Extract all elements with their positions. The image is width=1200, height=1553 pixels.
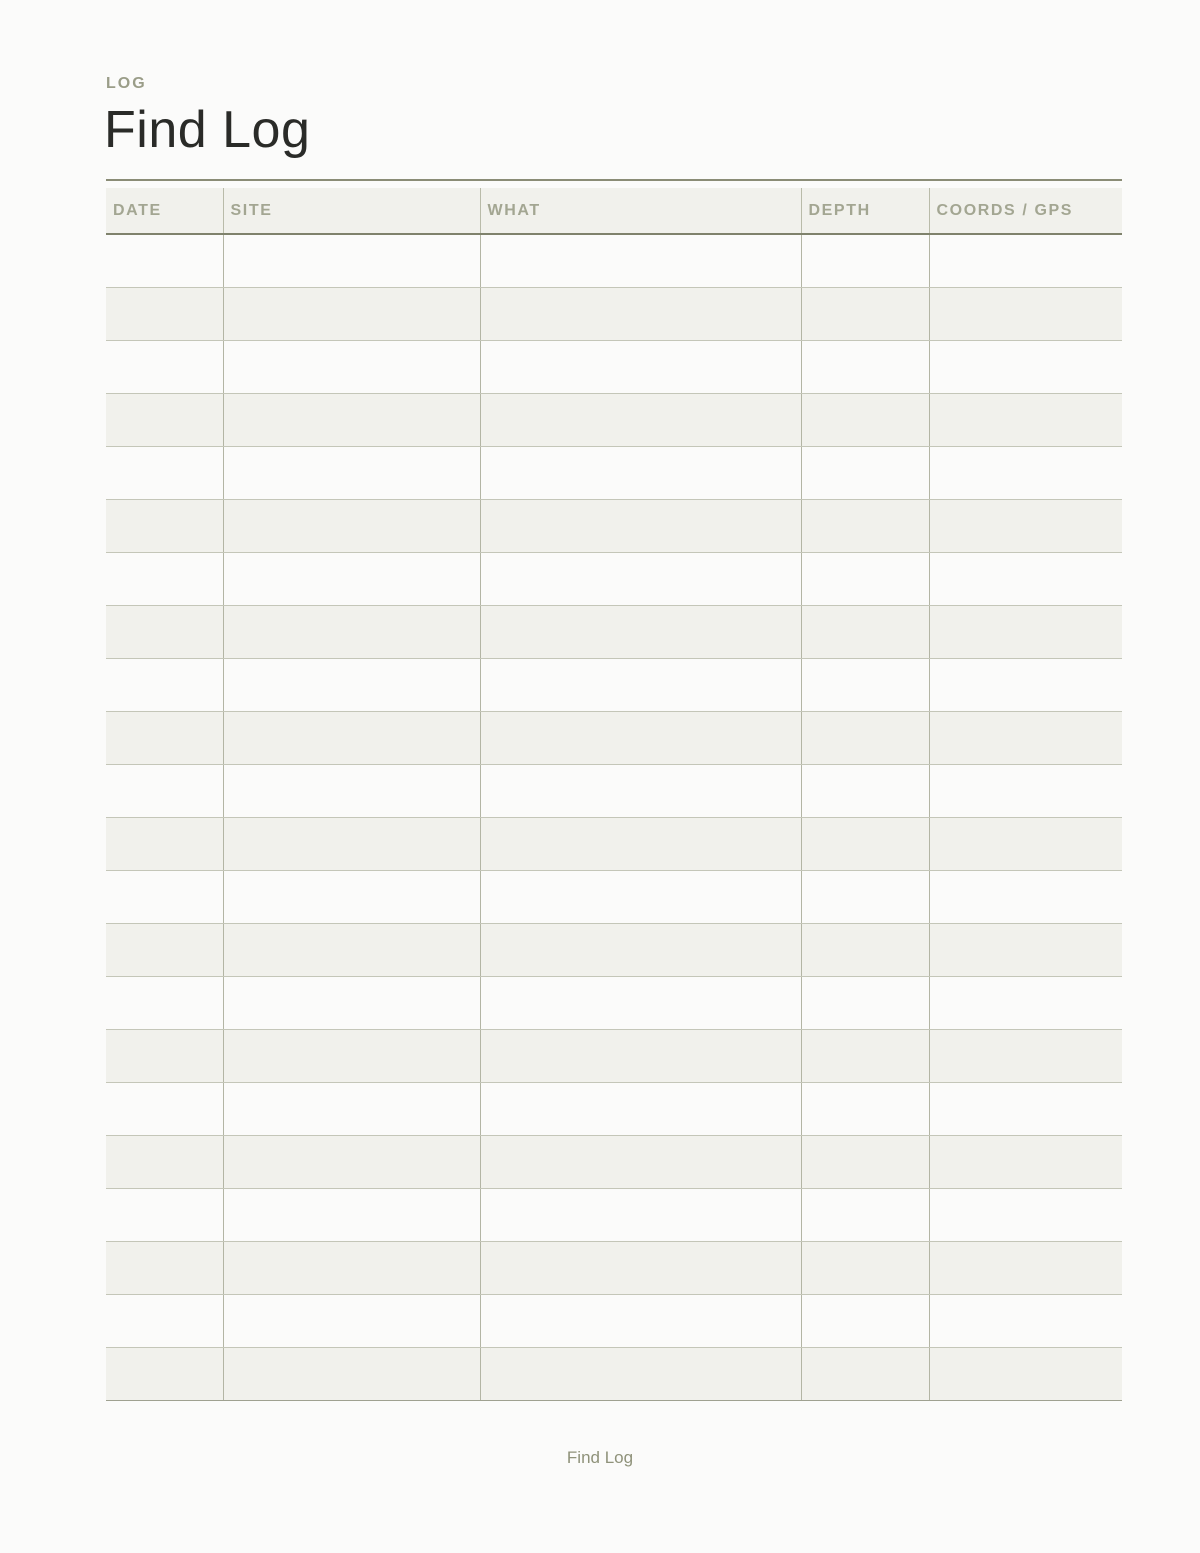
- cell-what: [480, 288, 801, 341]
- cell-date: [106, 447, 223, 500]
- cell-coords: [929, 394, 1122, 447]
- cell-site: [223, 1136, 480, 1189]
- cell-what: [480, 394, 801, 447]
- table-row: [106, 871, 1122, 924]
- cell-coords: [929, 1189, 1122, 1242]
- column-header-date: DATE: [106, 188, 223, 234]
- cell-site: [223, 1083, 480, 1136]
- cell-depth: [801, 1083, 929, 1136]
- cell-depth: [801, 1295, 929, 1348]
- cell-site: [223, 712, 480, 765]
- table-row: [106, 341, 1122, 394]
- cell-what: [480, 447, 801, 500]
- cell-date: [106, 1242, 223, 1295]
- cell-date: [106, 1295, 223, 1348]
- cell-what: [480, 1348, 801, 1401]
- cell-coords: [929, 288, 1122, 341]
- cell-date: [106, 234, 223, 288]
- cell-date: [106, 606, 223, 659]
- table-row: [106, 1030, 1122, 1083]
- cell-depth: [801, 1030, 929, 1083]
- find-log-table: [106, 188, 1122, 1401]
- cell-site: [223, 234, 480, 288]
- cell-site: [223, 500, 480, 553]
- cell-what: [480, 871, 801, 924]
- cell-what: [480, 1189, 801, 1242]
- cell-coords: [929, 500, 1122, 553]
- cell-date: [106, 500, 223, 553]
- cell-date: [106, 394, 223, 447]
- cell-depth: [801, 1348, 929, 1401]
- cell-coords: [929, 606, 1122, 659]
- cell-site: [223, 659, 480, 712]
- cell-depth: [801, 1242, 929, 1295]
- cell-depth: [801, 659, 929, 712]
- cell-depth: [801, 712, 929, 765]
- cell-date: [106, 1030, 223, 1083]
- cell-what: [480, 1136, 801, 1189]
- section-eyebrow: LOG: [106, 75, 147, 92]
- cell-date: [106, 288, 223, 341]
- cell-site: [223, 606, 480, 659]
- table-row: [106, 818, 1122, 871]
- table-row: [106, 500, 1122, 553]
- cell-what: [480, 712, 801, 765]
- cell-date: [106, 341, 223, 394]
- column-header-depth: DEPTH: [801, 188, 929, 234]
- title-divider: [106, 179, 1122, 181]
- cell-depth: [801, 818, 929, 871]
- cell-date: [106, 977, 223, 1030]
- cell-depth: [801, 871, 929, 924]
- cell-depth: [801, 1189, 929, 1242]
- cell-date: [106, 1136, 223, 1189]
- cell-depth: [801, 553, 929, 606]
- cell-site: [223, 765, 480, 818]
- cell-date: [106, 1348, 223, 1401]
- cell-what: [480, 234, 801, 288]
- table-row: [106, 1136, 1122, 1189]
- cell-depth: [801, 500, 929, 553]
- table-row: [106, 977, 1122, 1030]
- cell-what: [480, 1295, 801, 1348]
- cell-site: [223, 977, 480, 1030]
- table-row: [106, 1242, 1122, 1295]
- table-row: [106, 1295, 1122, 1348]
- column-header-what: WHAT: [480, 188, 801, 234]
- cell-coords: [929, 341, 1122, 394]
- cell-date: [106, 924, 223, 977]
- cell-depth: [801, 447, 929, 500]
- cell-site: [223, 924, 480, 977]
- cell-coords: [929, 1083, 1122, 1136]
- cell-coords: [929, 712, 1122, 765]
- column-header-coords: COORDS / GPS: [929, 188, 1122, 234]
- cell-site: [223, 1348, 480, 1401]
- cell-site: [223, 818, 480, 871]
- cell-site: [223, 1242, 480, 1295]
- cell-depth: [801, 234, 929, 288]
- cell-site: [223, 447, 480, 500]
- cell-depth: [801, 606, 929, 659]
- table-header-row: [106, 188, 1122, 234]
- cell-depth: [801, 341, 929, 394]
- table-row: [106, 1189, 1122, 1242]
- cell-what: [480, 1083, 801, 1136]
- cell-what: [480, 818, 801, 871]
- cell-coords: [929, 1242, 1122, 1295]
- cell-date: [106, 659, 223, 712]
- table-row: [106, 1083, 1122, 1136]
- cell-coords: [929, 447, 1122, 500]
- cell-coords: [929, 1295, 1122, 1348]
- cell-site: [223, 553, 480, 606]
- table-row: [106, 1348, 1122, 1401]
- cell-site: [223, 288, 480, 341]
- table-row: [106, 553, 1122, 606]
- table-row: [106, 394, 1122, 447]
- column-header-site: SITE: [223, 188, 480, 234]
- cell-date: [106, 712, 223, 765]
- cell-date: [106, 1189, 223, 1242]
- cell-coords: [929, 1030, 1122, 1083]
- cell-what: [480, 924, 801, 977]
- cell-what: [480, 977, 801, 1030]
- cell-depth: [801, 394, 929, 447]
- cell-date: [106, 553, 223, 606]
- cell-coords: [929, 659, 1122, 712]
- cell-what: [480, 1030, 801, 1083]
- table-row: [106, 712, 1122, 765]
- table-row: [106, 234, 1122, 288]
- cell-what: [480, 553, 801, 606]
- cell-depth: [801, 288, 929, 341]
- cell-coords: [929, 234, 1122, 288]
- table-row: [106, 924, 1122, 977]
- cell-coords: [929, 818, 1122, 871]
- cell-site: [223, 1295, 480, 1348]
- cell-date: [106, 818, 223, 871]
- table-row: [106, 288, 1122, 341]
- table-row: [106, 447, 1122, 500]
- cell-coords: [929, 765, 1122, 818]
- cell-depth: [801, 924, 929, 977]
- cell-coords: [929, 871, 1122, 924]
- cell-coords: [929, 1136, 1122, 1189]
- cell-coords: [929, 977, 1122, 1030]
- cell-coords: [929, 1348, 1122, 1401]
- cell-what: [480, 606, 801, 659]
- cell-what: [480, 765, 801, 818]
- table-body: [106, 234, 1122, 1401]
- table-row: [106, 659, 1122, 712]
- cell-site: [223, 341, 480, 394]
- cell-site: [223, 1030, 480, 1083]
- cell-coords: [929, 553, 1122, 606]
- cell-depth: [801, 977, 929, 1030]
- cell-what: [480, 1242, 801, 1295]
- page-footer: Find Log: [566, 1448, 634, 1467]
- cell-date: [106, 1083, 223, 1136]
- table-row: [106, 606, 1122, 659]
- cell-what: [480, 500, 801, 553]
- cell-depth: [801, 1136, 929, 1189]
- cell-depth: [801, 765, 929, 818]
- cell-what: [480, 659, 801, 712]
- cell-date: [106, 765, 223, 818]
- cell-coords: [929, 924, 1122, 977]
- table-row: [106, 765, 1122, 818]
- page-title: Find Log: [104, 101, 311, 159]
- cell-site: [223, 1189, 480, 1242]
- cell-site: [223, 394, 480, 447]
- cell-site: [223, 871, 480, 924]
- cell-date: [106, 871, 223, 924]
- cell-what: [480, 341, 801, 394]
